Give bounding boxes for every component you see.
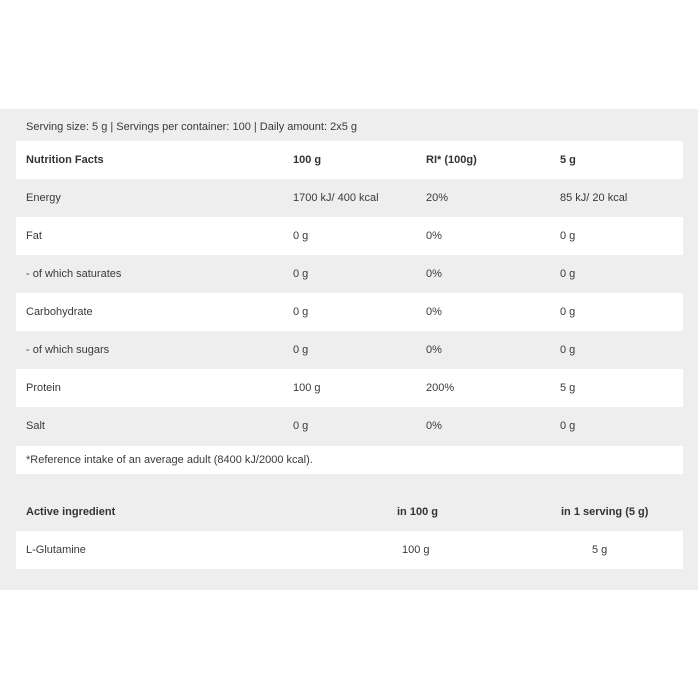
value-ri: 20% — [426, 192, 449, 204]
value-100g: 0 g — [293, 230, 309, 242]
value-5g: 0 g — [560, 420, 576, 432]
value-5g: 0 g — [560, 306, 576, 318]
nutrition-header-row — [16, 141, 683, 179]
header-ri: RI* (100g) — [426, 154, 477, 166]
value-5g: 0 g — [560, 344, 576, 356]
table-row — [16, 179, 683, 217]
table-row — [16, 293, 683, 331]
value-100g: 0 g — [293, 344, 309, 356]
footnote-row — [16, 446, 683, 474]
table-row — [16, 217, 683, 255]
ingredient-value-serving: 5 g — [592, 544, 608, 556]
header-in-serving: in 1 serving (5 g) — [561, 506, 649, 518]
nutrition-panel — [0, 109, 698, 590]
value-100g: 100 g — [293, 382, 321, 394]
nutrient-name: Fat — [26, 230, 42, 242]
value-100g: 0 g — [293, 420, 309, 432]
table-row — [16, 531, 683, 569]
table-row — [16, 407, 683, 445]
value-ri: 0% — [426, 268, 442, 280]
reference-intake-footnote: *Reference intake of an average adult (8400 kJ/2000 kcal). — [26, 454, 313, 466]
value-100g: 0 g — [293, 268, 309, 280]
value-ri: 0% — [426, 306, 442, 318]
nutrient-name: Carbohydrate — [26, 306, 93, 318]
nutrient-name: Energy — [26, 192, 61, 204]
nutrient-name: Salt — [26, 420, 45, 432]
header-per-5g: 5 g — [560, 154, 576, 166]
header-active-ingredient: Active ingredient — [26, 506, 116, 518]
nutrient-name: - of which sugars — [26, 344, 110, 356]
table-row — [16, 255, 683, 293]
value-ri: 0% — [426, 420, 442, 432]
nutrient-name: Protein — [26, 382, 61, 394]
value-ri: 200% — [426, 382, 455, 394]
table-row — [16, 331, 683, 369]
header-in-100g: in 100 g — [397, 506, 438, 518]
value-ri: 0% — [426, 230, 442, 242]
nutrient-name: - of which saturates — [26, 268, 122, 280]
serving-info: Serving size: 5 g | Servings per container: 100 | Daily amount: 2x5 g — [26, 121, 357, 133]
active-header-row — [16, 493, 683, 531]
ingredient-value-100g: 100 g — [402, 544, 430, 556]
header-nutrition-facts: Nutrition Facts — [26, 154, 104, 166]
value-100g: 0 g — [293, 306, 309, 318]
ingredient-name: L-Glutamine — [26, 544, 86, 556]
table-row — [16, 369, 683, 407]
header-per-100g: 100 g — [293, 154, 322, 166]
value-ri: 0% — [426, 344, 442, 356]
value-100g: 1700 kJ/ 400 kcal — [293, 192, 379, 204]
value-5g: 85 kJ/ 20 kcal — [560, 192, 628, 204]
value-5g: 5 g — [560, 382, 576, 394]
value-5g: 0 g — [560, 230, 576, 242]
value-5g: 0 g — [560, 268, 576, 280]
